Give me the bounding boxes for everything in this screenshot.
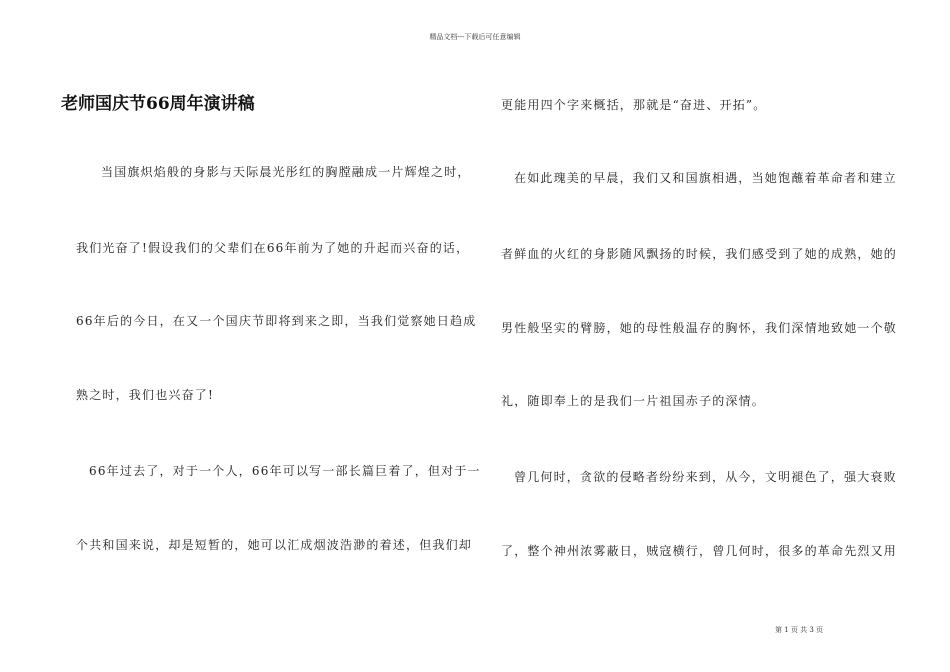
left-column-line: 当国旗炽焰般的身影与天际晨光彤红的胸膛融成一片辉煌之时， <box>101 165 471 179</box>
right-column-line: 更能用四个字来概括，那就是“奋进、开拓”。 <box>501 98 767 112</box>
right-column-line: 在如此瑰美的早晨，我们又和国旗相遇，当她饱蘸着革命者和建立 <box>514 171 897 185</box>
right-column-line: 男性般坚实的臂膀，她的母性般温存的胸怀，我们深情地致她一个敬 <box>501 321 898 335</box>
right-column-line: 曾几何时，贪欲的侵略者纷纷来到，从今，文明褪色了，强大衰败 <box>514 470 897 484</box>
left-column-line: 我们光奋了!假设我们的父辈们在66年前为了她的升起而兴奋的话， <box>76 241 470 255</box>
left-column-line: 66年后的今日，在又一个国庆节即将到来之即，当我们觉察她日趋成 <box>76 314 477 328</box>
left-column-line: 个共和国来说，却是短暂的，她可以汇成烟波浩渺的着述，但我们却 <box>76 538 473 552</box>
right-column-line: 了，整个神州浓雾蔽日，贼寇横行，曾几何时，很多的革命先烈又用 <box>501 544 898 558</box>
right-column-line: 礼，随即奉上的是我们一片祖国赤子的深情。 <box>501 394 766 408</box>
left-column-line: 66年过去了，对于一个人，66年可以写一部长篇巨着了，但对于一 <box>89 464 481 478</box>
document-title: 老师国庆节66周年演讲稿 <box>61 94 255 114</box>
document-header-note: 精品文档---下载后可任意编辑 <box>429 33 521 41</box>
left-column-line: 熟之时，我们也兴奋了! <box>76 388 215 402</box>
page-number: 第 1 页 共 3 页 <box>775 626 824 634</box>
right-column-line: 者鲜血的火红的身影随风飘扬的时候，我们感受到了她的成熟，她的 <box>501 247 898 261</box>
